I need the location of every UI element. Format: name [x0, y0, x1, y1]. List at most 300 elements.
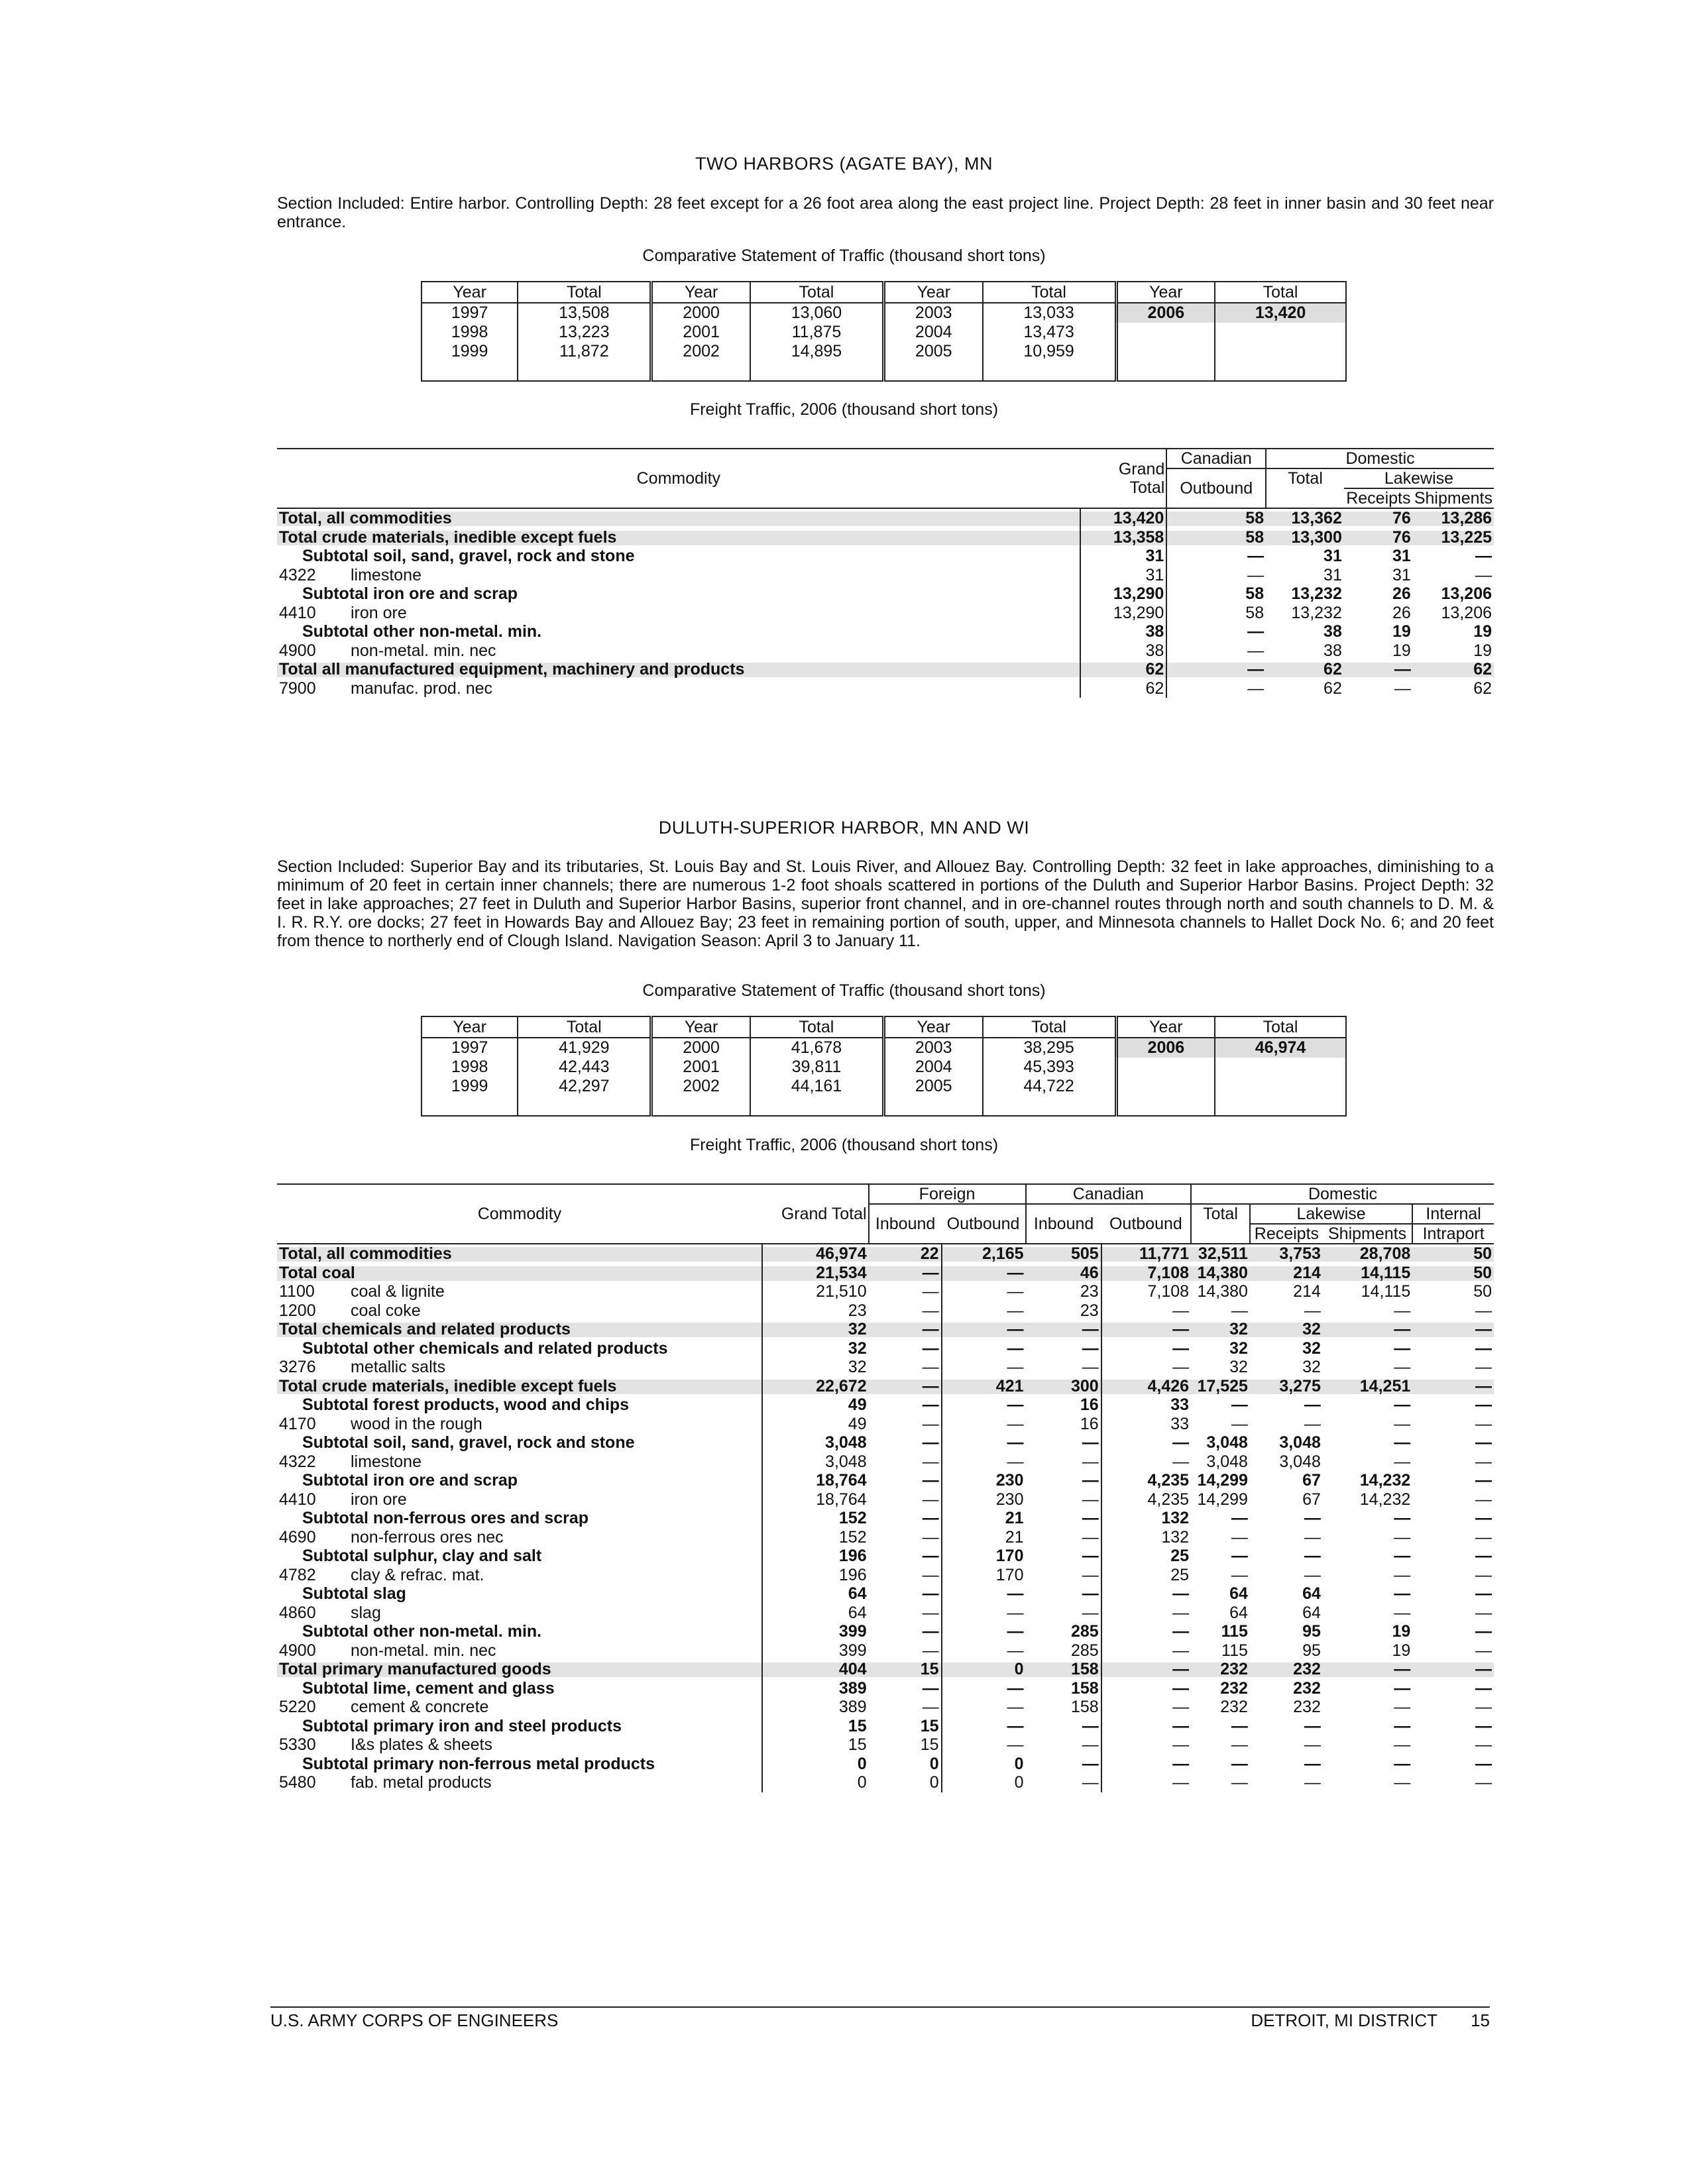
- table-cell: 44,722: [983, 1077, 1117, 1096]
- value-cell: —: [1082, 1433, 1099, 1452]
- commodity-name: Subtotal sulphur, clay and salt: [302, 1547, 542, 1565]
- column-header: Total: [1215, 282, 1346, 303]
- value-cell: 3,048: [1279, 1452, 1321, 1471]
- value-cell: —: [1304, 1716, 1321, 1735]
- commodity-cell: [277, 1622, 762, 1641]
- value-cell: —: [1082, 1603, 1099, 1622]
- lakewise-header: Lakewise: [1250, 1204, 1412, 1224]
- commodity-cell: [277, 1264, 762, 1283]
- value-cell: 46,974: [762, 1244, 869, 1264]
- column-header: Total: [518, 282, 651, 303]
- commodity-name: wood in the rough: [351, 1414, 482, 1433]
- value-cell: —: [922, 1452, 939, 1471]
- commodity-name: slag: [351, 1603, 381, 1622]
- value-cell: 399: [762, 1641, 869, 1661]
- value-cell: 158: [1071, 1698, 1099, 1716]
- value-cell: —: [1082, 1547, 1099, 1565]
- value-cell: —: [942, 1641, 1026, 1661]
- commodity-name: non-metal. min. nec: [351, 1641, 496, 1660]
- subtotal-row: [277, 1584, 1494, 1604]
- commodity-name: Total crude materials, inedible except fuels: [279, 1376, 617, 1395]
- value-cell: 38: [1080, 622, 1167, 641]
- value-cell: —: [869, 1320, 942, 1339]
- value-cell: 23: [1080, 1282, 1099, 1301]
- value-cell: 15: [920, 1735, 939, 1754]
- value-cell: —: [1231, 1395, 1248, 1414]
- value-cell: —: [1101, 1301, 1191, 1321]
- cmp-body: [422, 303, 1346, 381]
- table-cell: 45,393: [983, 1058, 1117, 1077]
- commodity-cell: [277, 1528, 762, 1547]
- value-cell: —: [1101, 1641, 1191, 1661]
- foreign-inbound-header: Inbound: [869, 1204, 942, 1244]
- commodity-row: [277, 566, 1494, 585]
- commodity-name: Total, all commodities: [279, 1244, 452, 1263]
- value-cell: —: [942, 1604, 1026, 1623]
- value-cell: 28,708: [1323, 1244, 1412, 1264]
- value-cell: —: [922, 1678, 939, 1698]
- commodity-code: 4410: [279, 1490, 316, 1509]
- value-cell: —: [869, 1264, 942, 1283]
- value-cell: —: [1475, 1452, 1492, 1471]
- value-cell: 0: [929, 1773, 939, 1792]
- commodity-name: Subtotal forest products, wood and chips: [302, 1395, 630, 1414]
- freight-caption: Freight Traffic, 2006 (thousand short tons): [689, 1136, 999, 1154]
- value-cell: —: [1394, 679, 1411, 698]
- value-cell: —: [1166, 622, 1266, 641]
- subtotal-row: [277, 1679, 1494, 1698]
- value-cell: —: [1475, 1547, 1492, 1565]
- commodity-cell: [277, 679, 1080, 698]
- value-cell: 285: [1071, 1641, 1099, 1660]
- commodity-name: Subtotal iron ore and scrap: [302, 584, 518, 603]
- table-row: [422, 303, 1346, 323]
- value-cell: 3,753: [1250, 1244, 1323, 1264]
- value-cell: —: [1394, 1358, 1411, 1376]
- commodity-code: 4860: [279, 1603, 316, 1622]
- commodity-code: 5220: [279, 1698, 316, 1716]
- column-header: Total: [750, 282, 884, 303]
- column-header: Total: [983, 1016, 1117, 1038]
- commodity-name: Subtotal other non-metal. min.: [302, 1622, 542, 1641]
- value-cell: —: [1475, 1565, 1492, 1584]
- value-cell: —: [1475, 1509, 1492, 1527]
- value-cell: 0: [942, 1660, 1026, 1679]
- foreign-outbound-header: Outbound: [942, 1204, 1026, 1244]
- subtotal-row: [277, 622, 1494, 641]
- commodity-row: [277, 604, 1494, 623]
- freight-body: [277, 508, 1494, 698]
- table-cell: 2004: [883, 323, 982, 342]
- table-cell: [1215, 1058, 1346, 1077]
- value-cell: —: [1412, 1377, 1494, 1396]
- value-cell: —: [1101, 1622, 1191, 1641]
- value-cell: —: [942, 1622, 1026, 1641]
- value-cell: 3,048: [1206, 1452, 1248, 1471]
- value-cell: 14,299: [1197, 1471, 1248, 1490]
- value-cell: 19: [1473, 622, 1492, 641]
- commodity-code: 1200: [279, 1301, 316, 1320]
- value-cell: —: [1231, 1773, 1248, 1792]
- commodity-code: 4322: [279, 1452, 316, 1471]
- column-header: Year: [1116, 282, 1215, 303]
- shipments-header: Shipments: [1413, 488, 1494, 508]
- value-cell: 31: [1080, 566, 1167, 585]
- commodity-name: non-metal. min. nec: [351, 641, 496, 660]
- value-cell: 32: [762, 1358, 869, 1377]
- table-cell: 42,443: [518, 1058, 651, 1077]
- column-header: Total: [983, 282, 1117, 303]
- table-cell: [1215, 1077, 1346, 1096]
- commodity-row: [277, 1735, 1494, 1755]
- section-description: Section Included: Entire harbor. Controlling Depth: 28 feet except for a 26 foot area along the east project line. Project Depth: 28 feet in inner basin and 30 feet near entrance.: [277, 194, 1494, 231]
- value-cell: 21: [942, 1509, 1026, 1528]
- column-header: Total: [1215, 1016, 1346, 1038]
- commodity-code: 1100: [279, 1282, 315, 1301]
- commodity-cell: [277, 1452, 762, 1472]
- value-cell: 32,511: [1191, 1244, 1250, 1264]
- value-cell: —: [1394, 1395, 1411, 1414]
- value-cell: 25: [1101, 1566, 1191, 1585]
- table-cell: [1116, 1077, 1215, 1096]
- table-cell: 10,959: [983, 342, 1117, 361]
- value-cell: 4,426: [1101, 1377, 1191, 1396]
- value-cell: 13,362: [1266, 509, 1344, 528]
- table-cell: 13,033: [983, 303, 1117, 323]
- value-cell: 115: [1221, 1622, 1248, 1641]
- value-cell: 19: [1392, 622, 1411, 641]
- table-row: [422, 342, 1346, 361]
- value-cell: 0: [929, 1754, 939, 1773]
- canadian-inbound-header: Inbound: [1026, 1204, 1101, 1244]
- value-cell: 31: [1323, 565, 1342, 584]
- value-cell: 13,290: [1080, 604, 1167, 623]
- table-cell: 13,223: [518, 323, 651, 342]
- value-cell: —: [922, 1282, 939, 1301]
- value-cell: 32: [762, 1339, 869, 1358]
- table-cell: 2006: [1116, 1038, 1215, 1058]
- value-cell: —: [1412, 1660, 1494, 1679]
- commodity-cell: [277, 1377, 762, 1396]
- value-cell: 13,232: [1291, 603, 1342, 622]
- commodity-cell: [277, 1735, 762, 1755]
- value-cell: —: [922, 1584, 939, 1603]
- total-row: [277, 1264, 1494, 1283]
- value-cell: —: [922, 1565, 939, 1584]
- table-cell: 2000: [651, 303, 750, 323]
- value-cell: 21,510: [762, 1282, 869, 1301]
- cmp-body: [422, 1038, 1346, 1116]
- table-cell: 2005: [883, 1077, 982, 1096]
- freight-caption: Freight Traffic, 2006 (thousand short tons): [689, 400, 999, 419]
- value-cell: 3,048: [762, 1433, 869, 1452]
- value-cell: —: [1231, 1735, 1248, 1754]
- value-cell: —: [1101, 1735, 1191, 1755]
- value-cell: —: [942, 1433, 1026, 1452]
- value-cell: —: [942, 1717, 1026, 1736]
- table-row: [422, 1038, 1346, 1058]
- value-cell: 158: [1026, 1660, 1101, 1679]
- value-cell: 285: [1071, 1622, 1099, 1641]
- value-cell: 50: [1473, 1282, 1492, 1301]
- receipts-header: Receipts: [1344, 488, 1413, 508]
- total-row: [277, 528, 1494, 547]
- value-cell: —: [1166, 660, 1266, 679]
- subtotal-row: [277, 1433, 1494, 1452]
- column-header: Total: [518, 1016, 651, 1038]
- subtotal-row: [277, 1339, 1494, 1358]
- value-cell: —: [922, 1490, 939, 1509]
- commodity-name: Total crude materials, inedible except fuels: [279, 527, 617, 547]
- value-cell: —: [922, 1471, 939, 1490]
- value-cell: —: [922, 1547, 939, 1565]
- value-cell: 13,290: [1080, 584, 1167, 604]
- value-cell: —: [1394, 1547, 1411, 1565]
- total-row: [277, 1320, 1494, 1339]
- value-cell: —: [922, 1414, 939, 1433]
- commodity-cell: [277, 1698, 762, 1717]
- value-cell: 14,251: [1323, 1377, 1412, 1396]
- value-cell: 15: [869, 1660, 942, 1679]
- value-cell: 23: [1080, 1301, 1099, 1320]
- commodity-cell: [277, 641, 1080, 661]
- value-cell: 0: [942, 1755, 1026, 1774]
- commodity-name: manufac. prod. nec: [351, 679, 493, 698]
- value-cell: 389: [762, 1698, 869, 1717]
- value-cell: —: [1304, 1301, 1321, 1320]
- value-cell: —: [942, 1584, 1026, 1604]
- commodity-cell: [277, 1773, 762, 1792]
- value-cell: 7,108: [1101, 1264, 1191, 1283]
- table-cell: 1999: [422, 342, 518, 361]
- value-cell: 49: [762, 1395, 869, 1415]
- value-cell: 132: [1101, 1509, 1191, 1528]
- value-cell: —: [1475, 1735, 1492, 1754]
- value-cell: —: [1475, 1622, 1492, 1641]
- value-cell: —: [1304, 1414, 1321, 1433]
- value-cell: —: [1475, 1584, 1492, 1603]
- commodity-row: [277, 1604, 1494, 1623]
- table-cell: 1998: [422, 323, 518, 342]
- value-cell: 95: [1302, 1622, 1321, 1641]
- value-cell: —: [869, 1377, 942, 1396]
- value-cell: 232: [1293, 1678, 1321, 1698]
- value-cell: 0: [762, 1773, 869, 1792]
- value-cell: 32: [1250, 1320, 1323, 1339]
- commodity-cell: [277, 547, 1080, 566]
- table-cell: 2004: [883, 1058, 982, 1077]
- value-cell: 31: [1080, 547, 1167, 566]
- value-cell: —: [1082, 1471, 1099, 1490]
- value-cell: —: [1231, 1301, 1248, 1320]
- commodity-name: iron ore: [351, 1490, 407, 1509]
- table-cell: 2006: [1116, 303, 1215, 323]
- total-row: [277, 1377, 1494, 1396]
- table-row: [422, 1077, 1346, 1096]
- commodity-row: [277, 1698, 1494, 1717]
- value-cell: 15: [762, 1717, 869, 1736]
- commodity-cell: [277, 1679, 762, 1698]
- value-cell: —: [1475, 1471, 1492, 1490]
- value-cell: 13,358: [1080, 528, 1167, 547]
- commodity-code: 5330: [279, 1735, 316, 1754]
- total-row: [277, 1660, 1494, 1679]
- value-cell: 58: [1166, 509, 1266, 528]
- subtotal-row: [277, 1509, 1494, 1528]
- domestic-total-header: Total: [1191, 1204, 1250, 1244]
- value-cell: 152: [762, 1509, 869, 1528]
- value-cell: —: [1475, 1603, 1492, 1622]
- value-cell: 3,275: [1250, 1377, 1323, 1396]
- value-cell: 32: [762, 1320, 869, 1339]
- value-cell: 11,771: [1101, 1244, 1191, 1264]
- commodity-name: Subtotal non-ferrous ores and scrap: [302, 1509, 589, 1527]
- value-cell: —: [1231, 1547, 1248, 1565]
- value-cell: 18,764: [762, 1471, 869, 1490]
- grand-total-header: Grand Total: [762, 1184, 869, 1244]
- value-cell: 58: [1166, 604, 1266, 623]
- value-cell: 32: [1302, 1358, 1321, 1376]
- commodity-code: 4900: [279, 641, 316, 660]
- value-cell: —: [922, 1622, 939, 1641]
- value-cell: —: [922, 1603, 939, 1622]
- value-cell: 4,235: [1101, 1471, 1191, 1490]
- table-cell: 46,974: [1215, 1038, 1346, 1058]
- table-cell: 14,895: [750, 342, 884, 361]
- value-cell: —: [922, 1527, 939, 1547]
- value-cell: —: [1304, 1395, 1321, 1414]
- subtotal-row: [277, 1471, 1494, 1490]
- commodity-cell: [277, 1717, 762, 1736]
- commodity-name: Subtotal other chemicals and related products: [302, 1338, 668, 1358]
- value-cell: —: [942, 1415, 1026, 1434]
- value-cell: 26: [1392, 584, 1411, 603]
- value-cell: 232: [1250, 1660, 1323, 1679]
- domestic-header: Domestic: [1191, 1184, 1494, 1204]
- value-cell: —: [1101, 1433, 1191, 1452]
- value-cell: —: [922, 1641, 939, 1660]
- value-cell: —: [1082, 1716, 1099, 1735]
- commodity-name: Total, all commodities: [279, 509, 452, 527]
- commodity-code: 4782: [279, 1565, 316, 1584]
- comparative-caption: Comparative Statement of Traffic (thousand short tons): [642, 246, 1046, 265]
- comparative-statement-table: [421, 281, 1347, 382]
- value-cell: 32: [1229, 1358, 1248, 1376]
- commodity-name: Subtotal primary iron and steel products: [302, 1716, 622, 1735]
- value-cell: —: [942, 1264, 1026, 1283]
- value-cell: 115: [1221, 1641, 1248, 1660]
- value-cell: 18,764: [762, 1490, 869, 1509]
- commodity-code: 4322: [279, 565, 316, 584]
- value-cell: 404: [762, 1660, 869, 1679]
- value-cell: 62: [1323, 679, 1342, 698]
- value-cell: —: [942, 1282, 1026, 1301]
- value-cell: 19: [1473, 641, 1492, 660]
- value-cell: 232: [1191, 1660, 1250, 1679]
- value-cell: —: [1082, 1358, 1099, 1376]
- commodity-cell: [277, 1566, 762, 1585]
- table-header-row: [422, 1016, 1346, 1038]
- value-cell: —: [1231, 1414, 1248, 1433]
- freight-traffic-table: [277, 1183, 1494, 1792]
- commodity-row: [277, 679, 1494, 698]
- value-cell: —: [1101, 1584, 1191, 1604]
- table-cell: [1116, 342, 1215, 361]
- value-cell: —: [1082, 1584, 1099, 1603]
- value-cell: —: [1304, 1735, 1321, 1754]
- value-cell: —: [1304, 1754, 1321, 1773]
- commodity-cell: [277, 1547, 762, 1566]
- value-cell: 64: [1229, 1584, 1248, 1603]
- table-cell: 13,060: [750, 303, 884, 323]
- table-cell: 2001: [651, 323, 750, 342]
- commodity-row: [277, 1490, 1494, 1509]
- value-cell: —: [1101, 1320, 1191, 1339]
- table-cell: 2003: [883, 1038, 982, 1058]
- commodity-cell: [277, 1755, 762, 1774]
- commodity-name: Subtotal soil, sand, gravel, rock and stone: [302, 1433, 635, 1452]
- value-cell: 21: [942, 1528, 1026, 1547]
- value-cell: 62: [1080, 679, 1167, 698]
- commodity-cell: [277, 1395, 762, 1415]
- value-cell: —: [1166, 566, 1266, 585]
- table-cell: 41,678: [750, 1038, 884, 1058]
- value-cell: 230: [942, 1490, 1026, 1509]
- value-cell: 300: [1026, 1377, 1101, 1396]
- commodity-name: clay & refrac. mat.: [351, 1565, 484, 1584]
- value-cell: 58: [1166, 528, 1266, 547]
- value-cell: 64: [1302, 1603, 1321, 1622]
- commodity-header: Commodity: [277, 1184, 762, 1244]
- value-cell: 230: [942, 1471, 1026, 1490]
- value-cell: 170: [942, 1547, 1026, 1566]
- value-cell: —: [922, 1301, 939, 1320]
- value-cell: —: [1082, 1490, 1099, 1509]
- value-cell: 14,115: [1323, 1264, 1412, 1283]
- value-cell: 19: [1392, 1622, 1411, 1641]
- value-cell: 0: [942, 1773, 1026, 1792]
- value-cell: —: [1475, 547, 1492, 565]
- commodity-row: [277, 1452, 1494, 1472]
- table-cell: [1116, 1058, 1215, 1077]
- total-row: [277, 660, 1494, 679]
- value-cell: 13,286: [1413, 509, 1494, 528]
- value-cell: —: [1475, 1433, 1492, 1452]
- table-cell: 2000: [651, 1038, 750, 1058]
- value-cell: 389: [762, 1679, 869, 1698]
- value-cell: 14,380: [1197, 1282, 1248, 1301]
- value-cell: —: [1231, 1565, 1248, 1584]
- value-cell: —: [942, 1395, 1026, 1415]
- value-cell: 505: [1026, 1244, 1101, 1264]
- value-cell: 62: [1413, 660, 1494, 679]
- table-cell: 11,875: [750, 323, 884, 342]
- commodity-name: iron ore: [351, 603, 407, 622]
- value-cell: —: [1394, 1565, 1411, 1584]
- value-cell: 76: [1344, 509, 1413, 528]
- value-cell: 32: [1229, 1338, 1248, 1358]
- value-cell: 13,206: [1441, 584, 1492, 603]
- value-cell: 152: [762, 1528, 869, 1547]
- commodity-cell: [277, 1320, 762, 1339]
- total-row: [277, 1244, 1494, 1264]
- total-row: [277, 509, 1494, 528]
- subtotal-row: [277, 584, 1494, 604]
- value-cell: —: [1082, 1527, 1099, 1547]
- value-cell: —: [1475, 1527, 1492, 1547]
- value-cell: 25: [1101, 1547, 1191, 1566]
- value-cell: —: [922, 1338, 939, 1358]
